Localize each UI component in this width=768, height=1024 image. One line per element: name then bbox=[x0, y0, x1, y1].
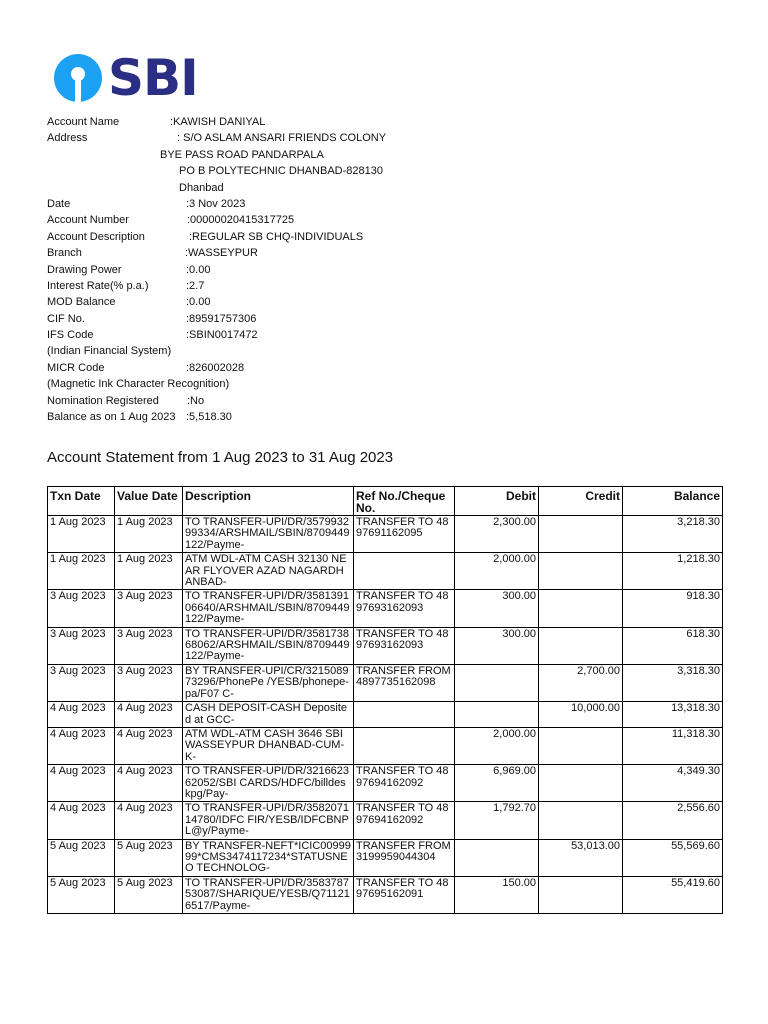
credit-cell bbox=[539, 553, 623, 590]
credit-cell: 10,000.00 bbox=[539, 702, 623, 728]
table-row bbox=[48, 839, 723, 876]
header-value-date: Value Date bbox=[115, 487, 183, 516]
description-cell: TO TRANSFER-UPI/DR/321662362052/SBI CARDS/HDFC/billdeskpg/Pay- bbox=[183, 765, 354, 802]
address-line-2: BYE PASS ROAD PANDARPALA bbox=[160, 148, 324, 161]
credit-cell bbox=[539, 802, 623, 839]
account-number-value: :00000020415317725 bbox=[187, 214, 295, 227]
drawing-power-label: Drawing Power bbox=[47, 263, 122, 276]
debit-cell: 2,300.00 bbox=[455, 516, 539, 553]
transactions-body bbox=[48, 516, 723, 914]
description-cell: ATM WDL-ATM CASH 32130 NEAR FLYOVER AZAD NAGARDHANBAD- bbox=[183, 553, 354, 590]
description-cell: ATM WDL-ATM CASH 3646 SBI WASSEYPUR DHANBAD-CUM-K- bbox=[183, 727, 354, 764]
debit-cell: 2,000.00 bbox=[455, 553, 539, 590]
txn-date-cell: 1 Aug 2023 bbox=[48, 516, 115, 553]
value-date-cell: 5 Aug 2023 bbox=[115, 839, 183, 876]
debit-cell: 300.00 bbox=[455, 627, 539, 664]
micr-value: :826002028 bbox=[186, 361, 245, 374]
value-date-cell: 4 Aug 2023 bbox=[115, 727, 183, 764]
address-line-4: Dhanbad bbox=[179, 181, 224, 194]
value-date-cell: 3 Aug 2023 bbox=[115, 664, 183, 701]
mod-balance-label: MOD Balance bbox=[47, 296, 116, 309]
header-ref: Ref No./Cheque No. bbox=[354, 487, 455, 516]
value-date-cell: 1 Aug 2023 bbox=[115, 516, 183, 553]
table-row bbox=[48, 627, 723, 664]
table-row bbox=[48, 553, 723, 590]
value-date-cell: 1 Aug 2023 bbox=[115, 553, 183, 590]
balance-cell: 3,218.30 bbox=[623, 516, 723, 553]
table-row bbox=[48, 516, 723, 553]
branch-label: Branch bbox=[47, 247, 82, 260]
description-cell: TO TRANSFER-UPI/DR/358207114780/IDFC FIR/YESB/IDFCBNPL@y/Payme- bbox=[183, 802, 354, 839]
address-label: Address bbox=[47, 132, 88, 145]
opening-balance-value: :5,518.30 bbox=[186, 411, 232, 424]
ref-cell bbox=[354, 553, 455, 590]
account-description-value: :REGULAR SB CHQ-INDIVIDUALS bbox=[189, 230, 364, 243]
account-number-label: Account Number bbox=[47, 214, 129, 227]
balance-cell: 3,318.30 bbox=[623, 664, 723, 701]
txn-date-cell: 4 Aug 2023 bbox=[48, 765, 115, 802]
description-cell: CASH DEPOSIT-CASH Deposited at GCC- bbox=[183, 702, 354, 728]
statement-title: Account Statement from 1 Aug 2023 to 31 Aug 2023 bbox=[47, 449, 394, 466]
ifs-value: :SBIN0017472 bbox=[186, 329, 258, 342]
description-cell: TO TRANSFER-UPI/DR/357993299334/ARSHMAIL/SBIN/8709449122/Payme- bbox=[183, 516, 354, 553]
account-name-value: :KAWISH DANIYAL bbox=[170, 116, 266, 128]
txn-date-cell: 5 Aug 2023 bbox=[48, 876, 115, 913]
credit-cell bbox=[539, 627, 623, 664]
nomination-label: Nomination Registered bbox=[47, 394, 159, 407]
micr-note: (Magnetic Ink Character Recognition) bbox=[47, 378, 230, 391]
balance-cell: 55,569.60 bbox=[623, 839, 723, 876]
debit-cell: 300.00 bbox=[455, 590, 539, 627]
header-balance: Balance bbox=[623, 487, 723, 516]
debit-cell bbox=[455, 702, 539, 728]
table-row bbox=[48, 590, 723, 627]
credit-cell bbox=[539, 516, 623, 553]
ref-cell: TRANSFER TO 4897694162092 bbox=[354, 765, 455, 802]
header-description: Description bbox=[183, 487, 354, 516]
date-value: :3 Nov 2023 bbox=[186, 197, 246, 210]
value-date-cell: 3 Aug 2023 bbox=[115, 590, 183, 627]
balance-cell: 1,218.30 bbox=[623, 553, 723, 590]
value-date-cell: 4 Aug 2023 bbox=[115, 802, 183, 839]
sbi-logo bbox=[54, 49, 198, 107]
credit-cell bbox=[539, 765, 623, 802]
ifs-note: (Indian Financial System) bbox=[47, 345, 172, 358]
ref-cell: TRANSFER TO 4897694162092 bbox=[354, 802, 455, 839]
debit-cell: 150.00 bbox=[455, 876, 539, 913]
txn-date-cell: 4 Aug 2023 bbox=[48, 802, 115, 839]
table-row bbox=[48, 702, 723, 728]
credit-cell: 53,013.00 bbox=[539, 839, 623, 876]
balance-cell: 2,556.60 bbox=[623, 802, 723, 839]
value-date-cell: 5 Aug 2023 bbox=[115, 876, 183, 913]
ref-cell bbox=[354, 702, 455, 728]
drawing-power-value: :0.00 bbox=[186, 263, 211, 276]
debit-cell: 1,792.70 bbox=[455, 802, 539, 839]
micr-label: MICR Code bbox=[47, 361, 105, 374]
description-cell: TO TRANSFER-UPI/DR/358173868062/ARSHMAIL/SBIN/8709449122/Payme- bbox=[183, 627, 354, 664]
credit-cell bbox=[539, 876, 623, 913]
branch-value: :WASSEYPUR bbox=[185, 247, 258, 260]
address-line-1: : S/O ASLAM ANSARI FRIENDS COLONY bbox=[177, 132, 387, 145]
table-row bbox=[48, 765, 723, 802]
ref-cell: TRANSFER TO 4897693162093 bbox=[354, 627, 455, 664]
table-header-row bbox=[48, 487, 723, 516]
description-cell: BY TRANSFER-UPI/CR/321508973296/PhonePe /YESB/phonepe-pa/F07 C- bbox=[183, 664, 354, 701]
txn-date-cell: 3 Aug 2023 bbox=[48, 627, 115, 664]
sbi-logo-icon bbox=[54, 54, 102, 102]
ref-cell: TRANSFER TO 4897691162095 bbox=[354, 516, 455, 553]
balance-cell: 4,349.30 bbox=[623, 765, 723, 802]
ref-cell: TRANSFER TO 4897695162091 bbox=[354, 876, 455, 913]
table-row bbox=[48, 876, 723, 913]
balance-cell: 918.30 bbox=[623, 590, 723, 627]
debit-cell: 2,000.00 bbox=[455, 727, 539, 764]
table-row bbox=[48, 664, 723, 701]
opening-balance-label: Balance as on 1 Aug 2023 bbox=[47, 411, 176, 424]
balance-cell: 55,419.60 bbox=[623, 876, 723, 913]
txn-date-cell: 1 Aug 2023 bbox=[48, 553, 115, 590]
header-credit: Credit bbox=[539, 487, 623, 516]
txn-date-cell: 3 Aug 2023 bbox=[48, 590, 115, 627]
account-description-label: Account Description bbox=[47, 230, 145, 243]
txn-date-cell: 3 Aug 2023 bbox=[48, 664, 115, 701]
debit-cell bbox=[455, 664, 539, 701]
value-date-cell: 4 Aug 2023 bbox=[115, 702, 183, 728]
description-cell: TO TRANSFER-UPI/DR/358139106640/ARSHMAIL/SBIN/8709449122/Payme- bbox=[183, 590, 354, 627]
date-label: Date bbox=[47, 197, 71, 210]
header-txn-date: Txn Date bbox=[48, 487, 115, 516]
value-date-cell: 4 Aug 2023 bbox=[115, 765, 183, 802]
credit-cell bbox=[539, 590, 623, 627]
txn-date-cell: 4 Aug 2023 bbox=[48, 727, 115, 764]
ref-cell: TRANSFER FROM 3199959044304 bbox=[354, 839, 455, 876]
nomination-value: :No bbox=[187, 394, 205, 407]
ref-cell: TRANSFER FROM 4897735162098 bbox=[354, 664, 455, 701]
description-cell: BY TRANSFER-NEFT*ICIC0099999*CMS3474117234*STATUSNEO TECHNOLOG- bbox=[183, 839, 354, 876]
txn-date-cell: 5 Aug 2023 bbox=[48, 839, 115, 876]
ref-cell bbox=[354, 727, 455, 764]
debit-cell bbox=[455, 839, 539, 876]
debit-cell: 6,969.00 bbox=[455, 765, 539, 802]
description-cell: TO TRANSFER-UPI/DR/358378753087/SHARIQUE/YESB/Q711216517/Payme- bbox=[183, 876, 354, 913]
balance-cell: 11,318.30 bbox=[623, 727, 723, 764]
credit-cell bbox=[539, 727, 623, 764]
interest-rate-label: Interest Rate(% p.a.) bbox=[47, 279, 149, 292]
table-row bbox=[48, 802, 723, 839]
header-debit: Debit bbox=[455, 487, 539, 516]
mod-balance-value: :0.00 bbox=[186, 296, 211, 309]
balance-cell: 618.30 bbox=[623, 627, 723, 664]
cif-value: :89591757306 bbox=[186, 312, 257, 325]
cif-label: CIF No. bbox=[47, 312, 85, 325]
balance-cell: 13,318.30 bbox=[623, 702, 723, 728]
txn-date-cell: 4 Aug 2023 bbox=[48, 702, 115, 728]
credit-cell: 2,700.00 bbox=[539, 664, 623, 701]
interest-rate-value: :2.7 bbox=[186, 279, 205, 292]
ref-cell: TRANSFER TO 4897693162093 bbox=[354, 590, 455, 627]
table-row bbox=[48, 727, 723, 764]
value-date-cell: 3 Aug 2023 bbox=[115, 627, 183, 664]
ifs-label: IFS Code bbox=[47, 329, 94, 342]
account-name-label: Account Name bbox=[47, 116, 120, 128]
sbi-logo-text: SBI bbox=[108, 49, 198, 107]
transactions-table bbox=[47, 486, 723, 914]
address-line-3: PO B POLYTECHNIC DHANBAD-828130 bbox=[179, 165, 383, 178]
